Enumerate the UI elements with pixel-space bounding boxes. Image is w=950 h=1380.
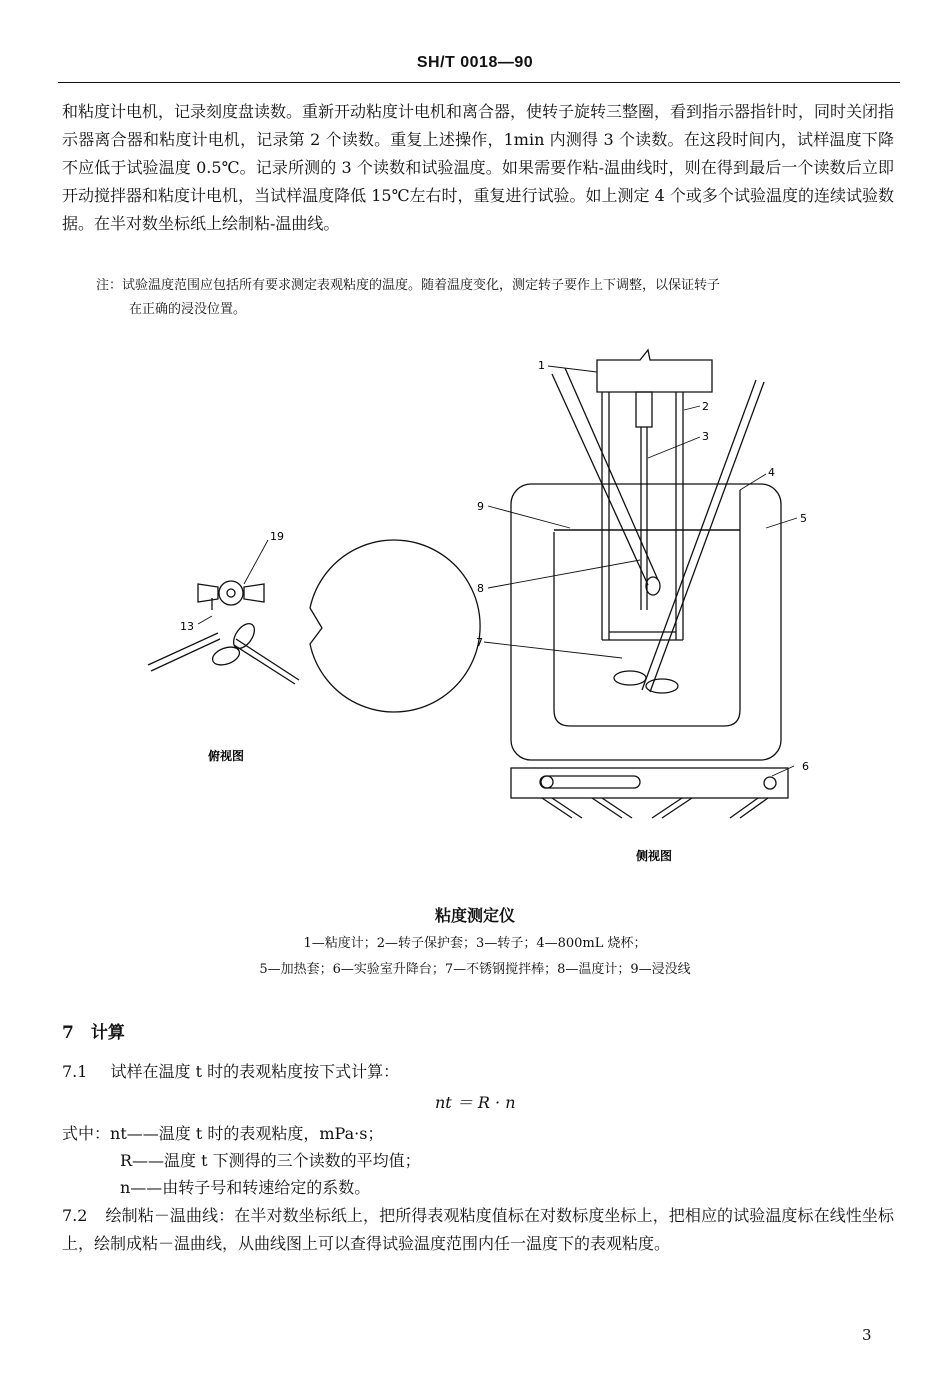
label-9: 9: [477, 500, 484, 513]
label-8: 8: [477, 582, 484, 595]
label-13: 13: [180, 620, 194, 633]
label-7: 7: [476, 636, 483, 649]
section-7-1: [62, 1058, 399, 1086]
label-2: 2: [702, 400, 709, 413]
definition-3: n——由转子号和转速给定的系数。: [120, 1178, 371, 1197]
section-7-2-number: 7.2: [62, 1206, 88, 1225]
def-nt: nt——温度 t 时的表观粘度，mPa·s；: [110, 1124, 384, 1143]
page-header: SH/T 0018—90: [416, 54, 534, 71]
label-19: 19: [270, 530, 284, 543]
header-rule: [58, 82, 900, 83]
side-view-caption: 侧视图: [636, 849, 673, 863]
where-label: 式中：: [62, 1124, 111, 1143]
note: [96, 274, 896, 322]
section-7-1-number: 7.1: [62, 1062, 88, 1081]
section-7-1-text: 试样在温度 t 时的表观粘度按下式计算：: [110, 1062, 400, 1081]
definition-1: [62, 1120, 383, 1148]
figure-title: 粘度测定仪: [434, 906, 515, 925]
note-prefix: 注：: [96, 278, 123, 293]
page-number: 3: [862, 1326, 872, 1344]
section-7-2-text: 绘制粘－温曲线：在半对数坐标纸上，把所得表观粘度值标在对数标度坐标上，把相应的试验温度标在线性坐标上，绘制成粘－温曲线，从曲线图上可以查得试验温度范围内任一温度下的表观粘度。: [62, 1206, 894, 1253]
label-3: 3: [702, 430, 709, 443]
label-4: 4: [768, 466, 775, 479]
section-7-title: 7 计算: [62, 1023, 125, 1043]
figure-legend-line1: 1—粘度计；2—转子保护套；3—转子；4—800mL 烧杯；: [303, 936, 647, 951]
viscometer-figure: [0, 340, 950, 880]
side-view-diagram: [484, 350, 797, 818]
formula: nt ＝ R · n: [435, 1093, 516, 1112]
figure-legend-line2: 5—加热套；6—实验室升降台；7—不锈钢搅拌棒；8—温度计；9—浸没线: [259, 962, 691, 977]
top-view-caption: 俯视图: [208, 749, 245, 763]
note-line1: 试验温度范围应包括所有要求测定表观粘度的温度。随着温度变化，测定转子要作上下调整，以保证转子: [122, 278, 721, 293]
top-view-diagram: [148, 540, 480, 712]
section-7-2: [62, 1202, 894, 1258]
label-1: 1: [538, 359, 545, 372]
note-line2: 在正确的浸没位置。: [129, 302, 247, 317]
paragraph-continuation: 和粘度计电机，记录刻度盘读数。重新开动粘度计电机和离合器，使转子旋转三整圈，看到指示器指针时，同时关闭指示器离合器和粘度计电机，记录第 2 个读数。重复上述操作，1min 内测得 3 个读数。在这段时间内，试样温度下降不应低于试验温度 0.5℃。记录所测的 3 个读数和试验温度。如果需要作粘-温曲线时，则在得到最后一个读数后立即开动搅拌器和粘度计电机，当试样温度降低 15℃左右时，重复进行试验。如上测定 4 个或多个试验温度的连续试验数据。在半对数坐标纸上绘制粘-温曲线。: [62, 102, 895, 233]
definition-2: R——温度 t 下测得的三个读数的平均值；: [120, 1151, 421, 1170]
label-5: 5: [800, 512, 807, 525]
label-6: 6: [802, 760, 809, 773]
